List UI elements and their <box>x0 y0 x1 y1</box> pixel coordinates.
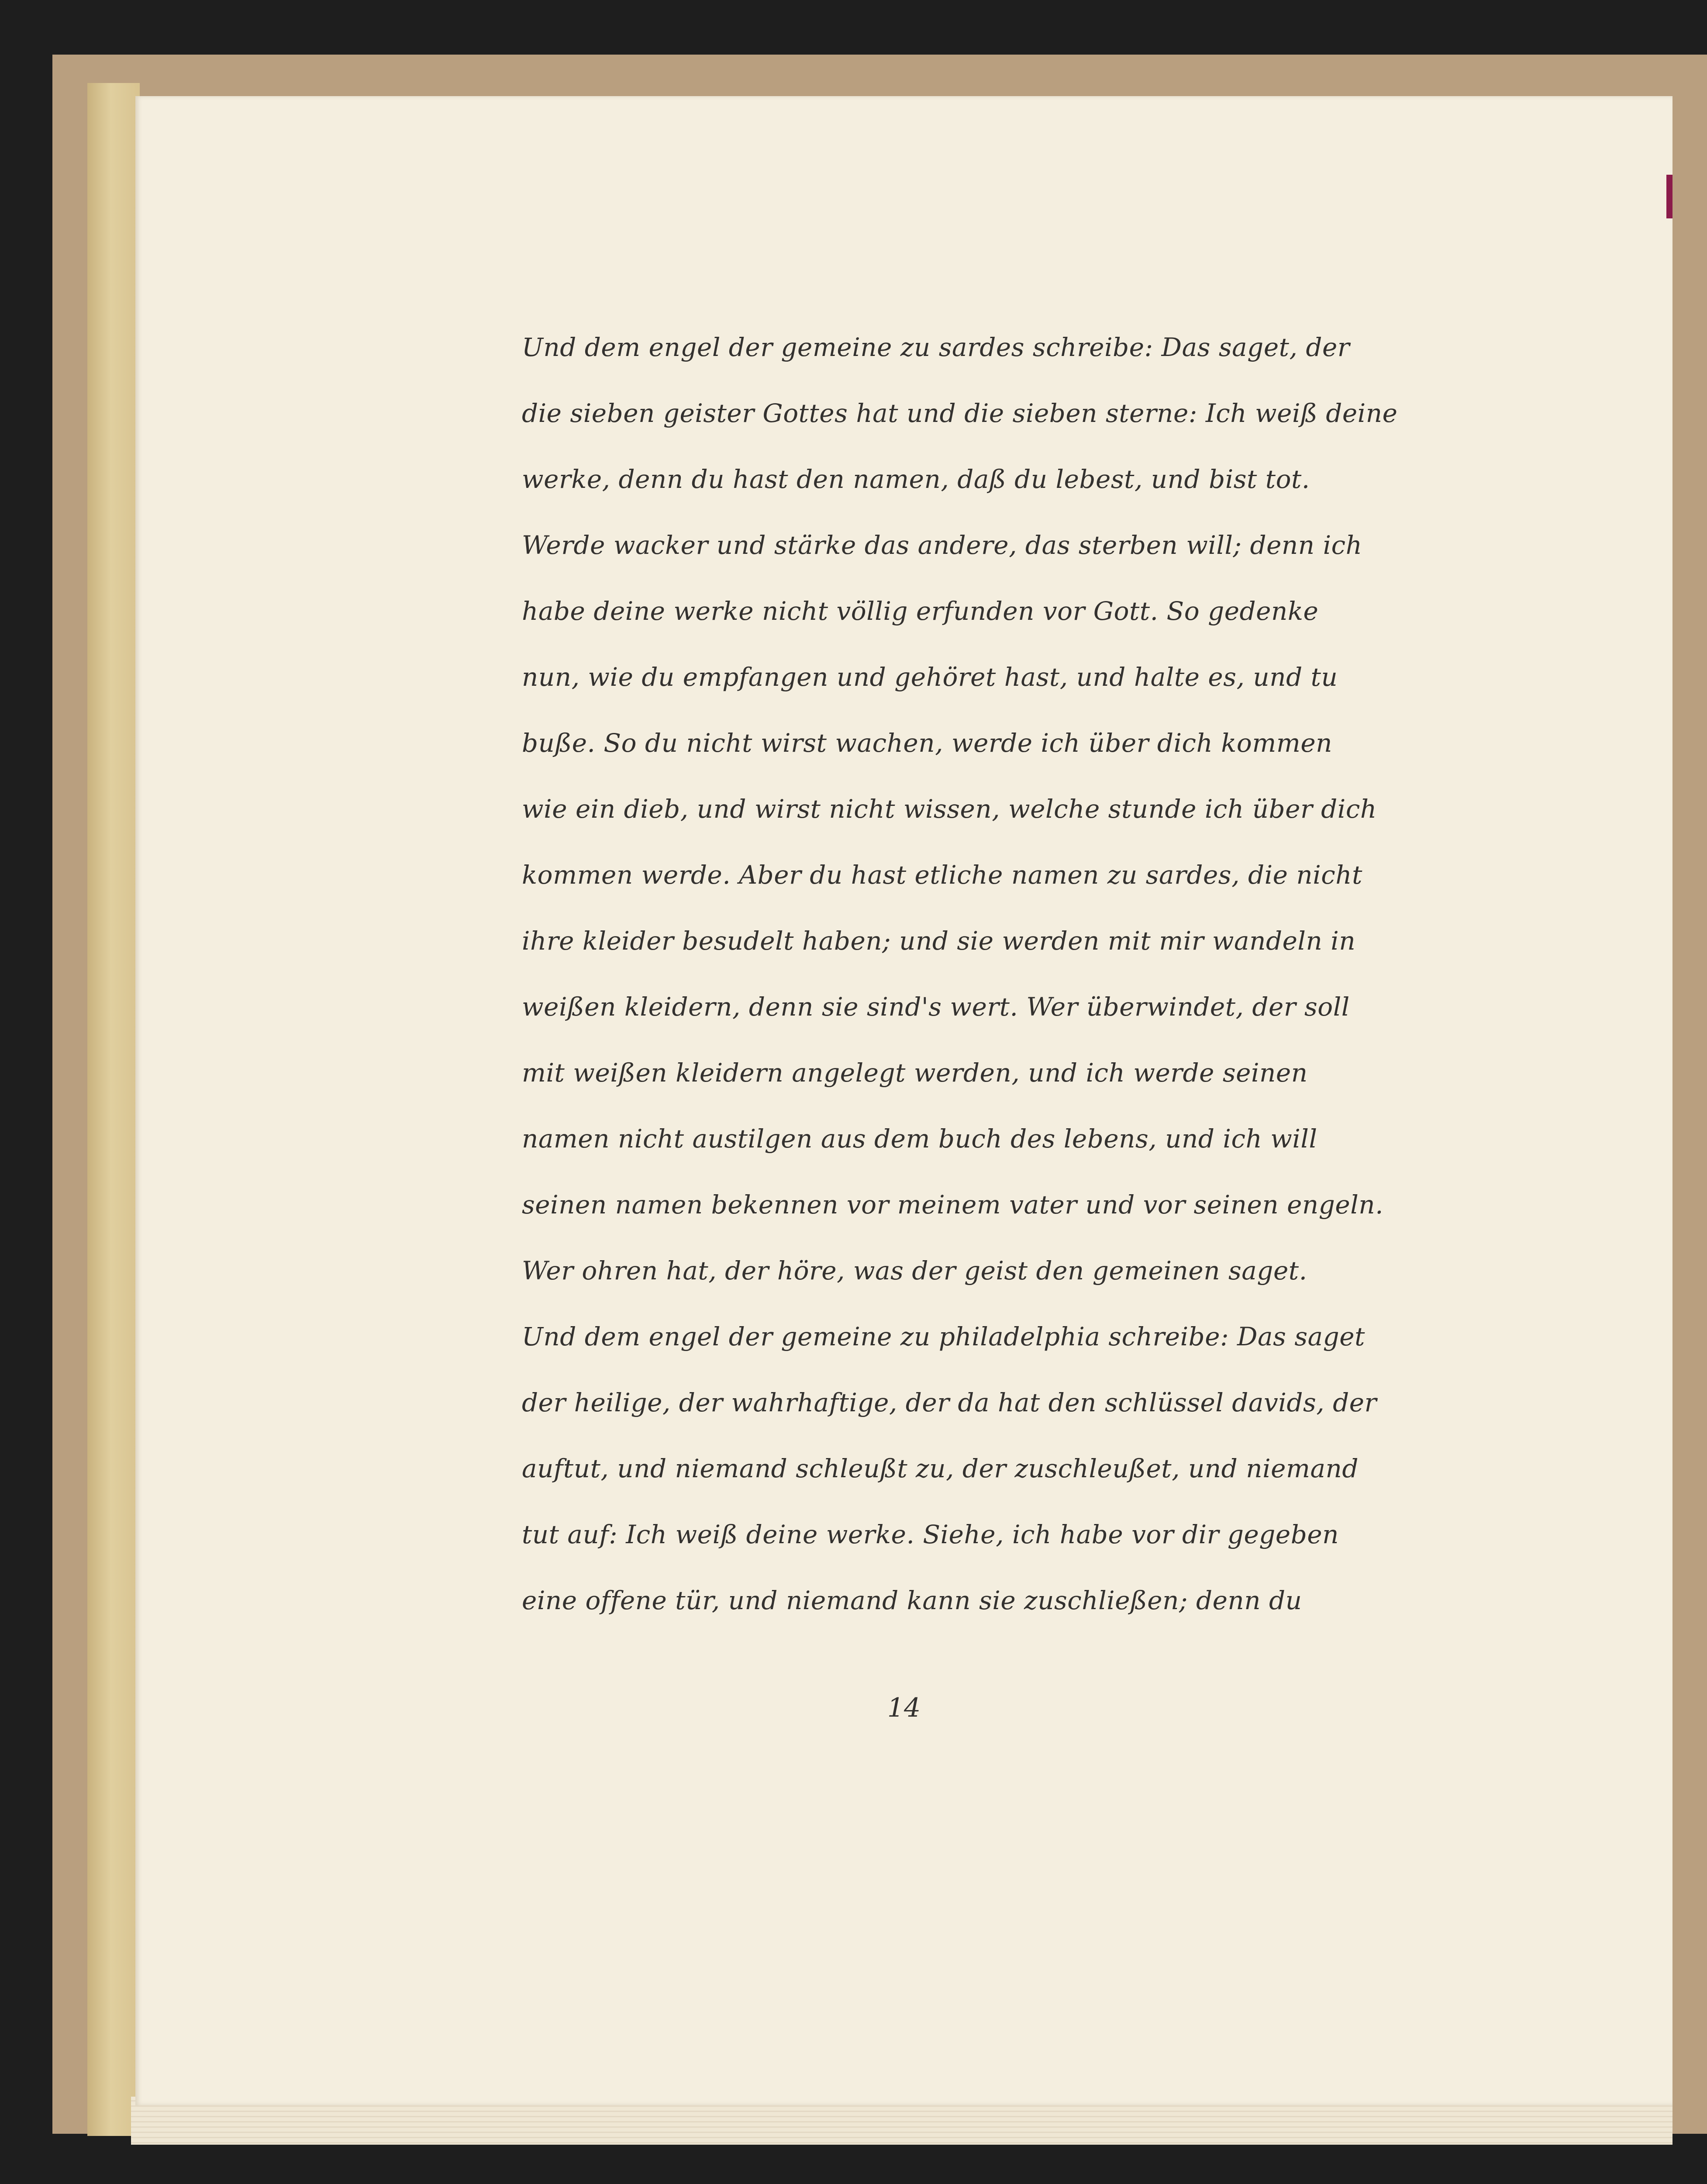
text-line: mit weißen kleidern angelegt werden, und ich werde seinen <box>522 1058 1308 1088</box>
text-line: nun, wie du empfangen und gehöret hast, und halte es, und tu <box>522 662 1338 692</box>
text-line: namen nicht austilgen aus dem buch des lebens, und ich will <box>522 1124 1317 1154</box>
book-page <box>135 96 1673 2105</box>
text-line: ihre kleider besudelt haben; und sie werden mit mir wandeln in <box>522 926 1356 956</box>
text-line: habe deine werke nicht völlig erfunden vor Gott. So gedenke <box>522 596 1319 626</box>
page-number: 14 <box>887 1693 921 1723</box>
text-line: der heilige, der wahrhaftige, der da hat den schlüssel davids, der <box>522 1388 1377 1417</box>
text-line: Und dem engel der gemeine zu philadelphia schreibe: Das saget <box>522 1322 1365 1351</box>
text-line: weißen kleidern, denn sie sind's wert. Wer überwindet, der soll <box>522 992 1350 1022</box>
text-line: werke, denn du hast den namen, daß du lebest, und bist tot. <box>522 464 1310 494</box>
ribbon-marker <box>1666 175 1673 218</box>
text-line: Und dem engel der gemeine zu sardes schreibe: Das saget, der <box>522 332 1350 362</box>
text-line: auftut, und niemand schleußt zu, der zuschleußet, und niemand <box>522 1454 1359 1483</box>
text-line: buße. So du nicht wirst wachen, werde ich über dich kommen <box>522 728 1333 758</box>
text-line: Wer ohren hat, der höre, was der geist den gemeinen saget. <box>522 1256 1307 1286</box>
text-line: seinen namen bekennen vor meinem vater und vor seinen engeln. <box>522 1190 1384 1220</box>
body-text <box>522 314 1640 1634</box>
book-spine <box>87 83 140 2136</box>
text-line: wie ein dieb, und wirst nicht wissen, welche stunde ich über dich <box>522 794 1377 824</box>
text-line: tut auf: Ich weiß deine werke. Siehe, ich habe vor dir gegeben <box>522 1520 1339 1549</box>
text-line: Werde wacker und stärke das andere, das sterben will; denn ich <box>522 530 1362 560</box>
text-line: die sieben geister Gottes hat und die sieben sterne: Ich weiß deine <box>522 398 1398 428</box>
text-line: eine offene tür, und niemand kann sie zuschließen; denn du <box>522 1586 1302 1615</box>
text-line: kommen werde. Aber du hast etliche namen zu sardes, die nicht <box>522 860 1362 890</box>
